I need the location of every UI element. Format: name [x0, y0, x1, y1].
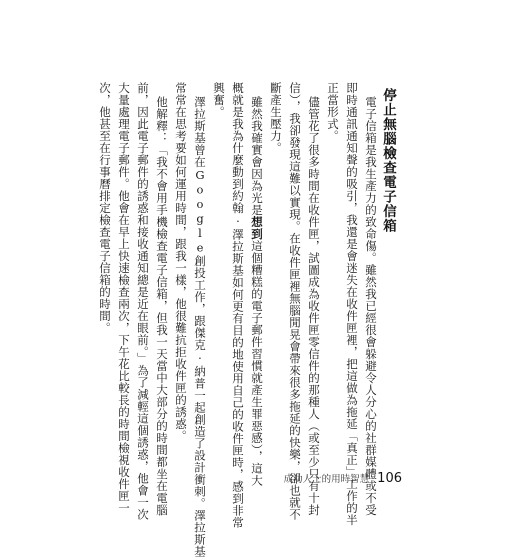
- text-column: 他解釋：「我不會用手機檢查電子信箱，但我一天當中大部分的時間都坐在電腦: [155, 96, 169, 516]
- page-footer: [284, 471, 402, 486]
- text-column: 興奮。: [212, 82, 226, 118]
- text-column: 大量處理電子郵件。他會在早上快速檢查兩次，下午花比較長的時間檢視收件匣一: [117, 82, 131, 514]
- text-column: 次，他甚至在行事曆排定檢查電子信箱的時間。: [98, 82, 112, 334]
- text-column: 即時通訊通知聲的吸引，我還是會迷失在收件匣裡，把這做為拖延「真正」工作的半: [345, 82, 359, 526]
- text-column: 儘管花了很多時間在收件匣，試圖成為收件匣零信件的那種人（或至少只有十封: [307, 96, 321, 516]
- text-column: [247, 96, 266, 486]
- bold-emphasis: 想到: [250, 216, 264, 240]
- page-number: 106: [377, 471, 402, 486]
- text-column: 電子信箱是我生產力的致命傷。雖然我已經很會躲避令人分心的社群媒體或不受: [364, 96, 378, 516]
- text-column: 正當形式。: [326, 82, 340, 142]
- text-column: 前，因此電子郵件的誘惑和接收通知總是近在眼前。」為了減輕這個誘惑，他會一次: [136, 82, 150, 521]
- section-heading: 停止無腦檢查電子信箱: [380, 88, 396, 233]
- text-run: 雖然我確實會因為光是: [250, 96, 264, 216]
- text-column: 斷產生壓力。: [269, 82, 283, 154]
- text-run: 這個糟糕的電子郵件習慣就產生罪惡感），這大: [250, 240, 264, 487]
- text-column: 常常在思考要如何運用時間，跟我一樣，他很難抗拒收件匣的誘惑。: [174, 82, 188, 442]
- text-column: 概就是我為什麼動到約翰·澤拉斯基如何更有目的地使用自己的收件匣時，感到非常: [231, 82, 245, 529]
- running-title: 成功人士的用時智慧: [283, 474, 370, 485]
- text-column: 澤拉斯基曾在Google創投工作，跟傑克·納普一起創造了設計衝刺。澤拉斯基: [193, 96, 207, 558]
- text-column: 信），我卻發現這難以實現。在收件匣裡無腦閒晃會帶來很多拖延的快樂，卻也就不: [288, 82, 302, 521]
